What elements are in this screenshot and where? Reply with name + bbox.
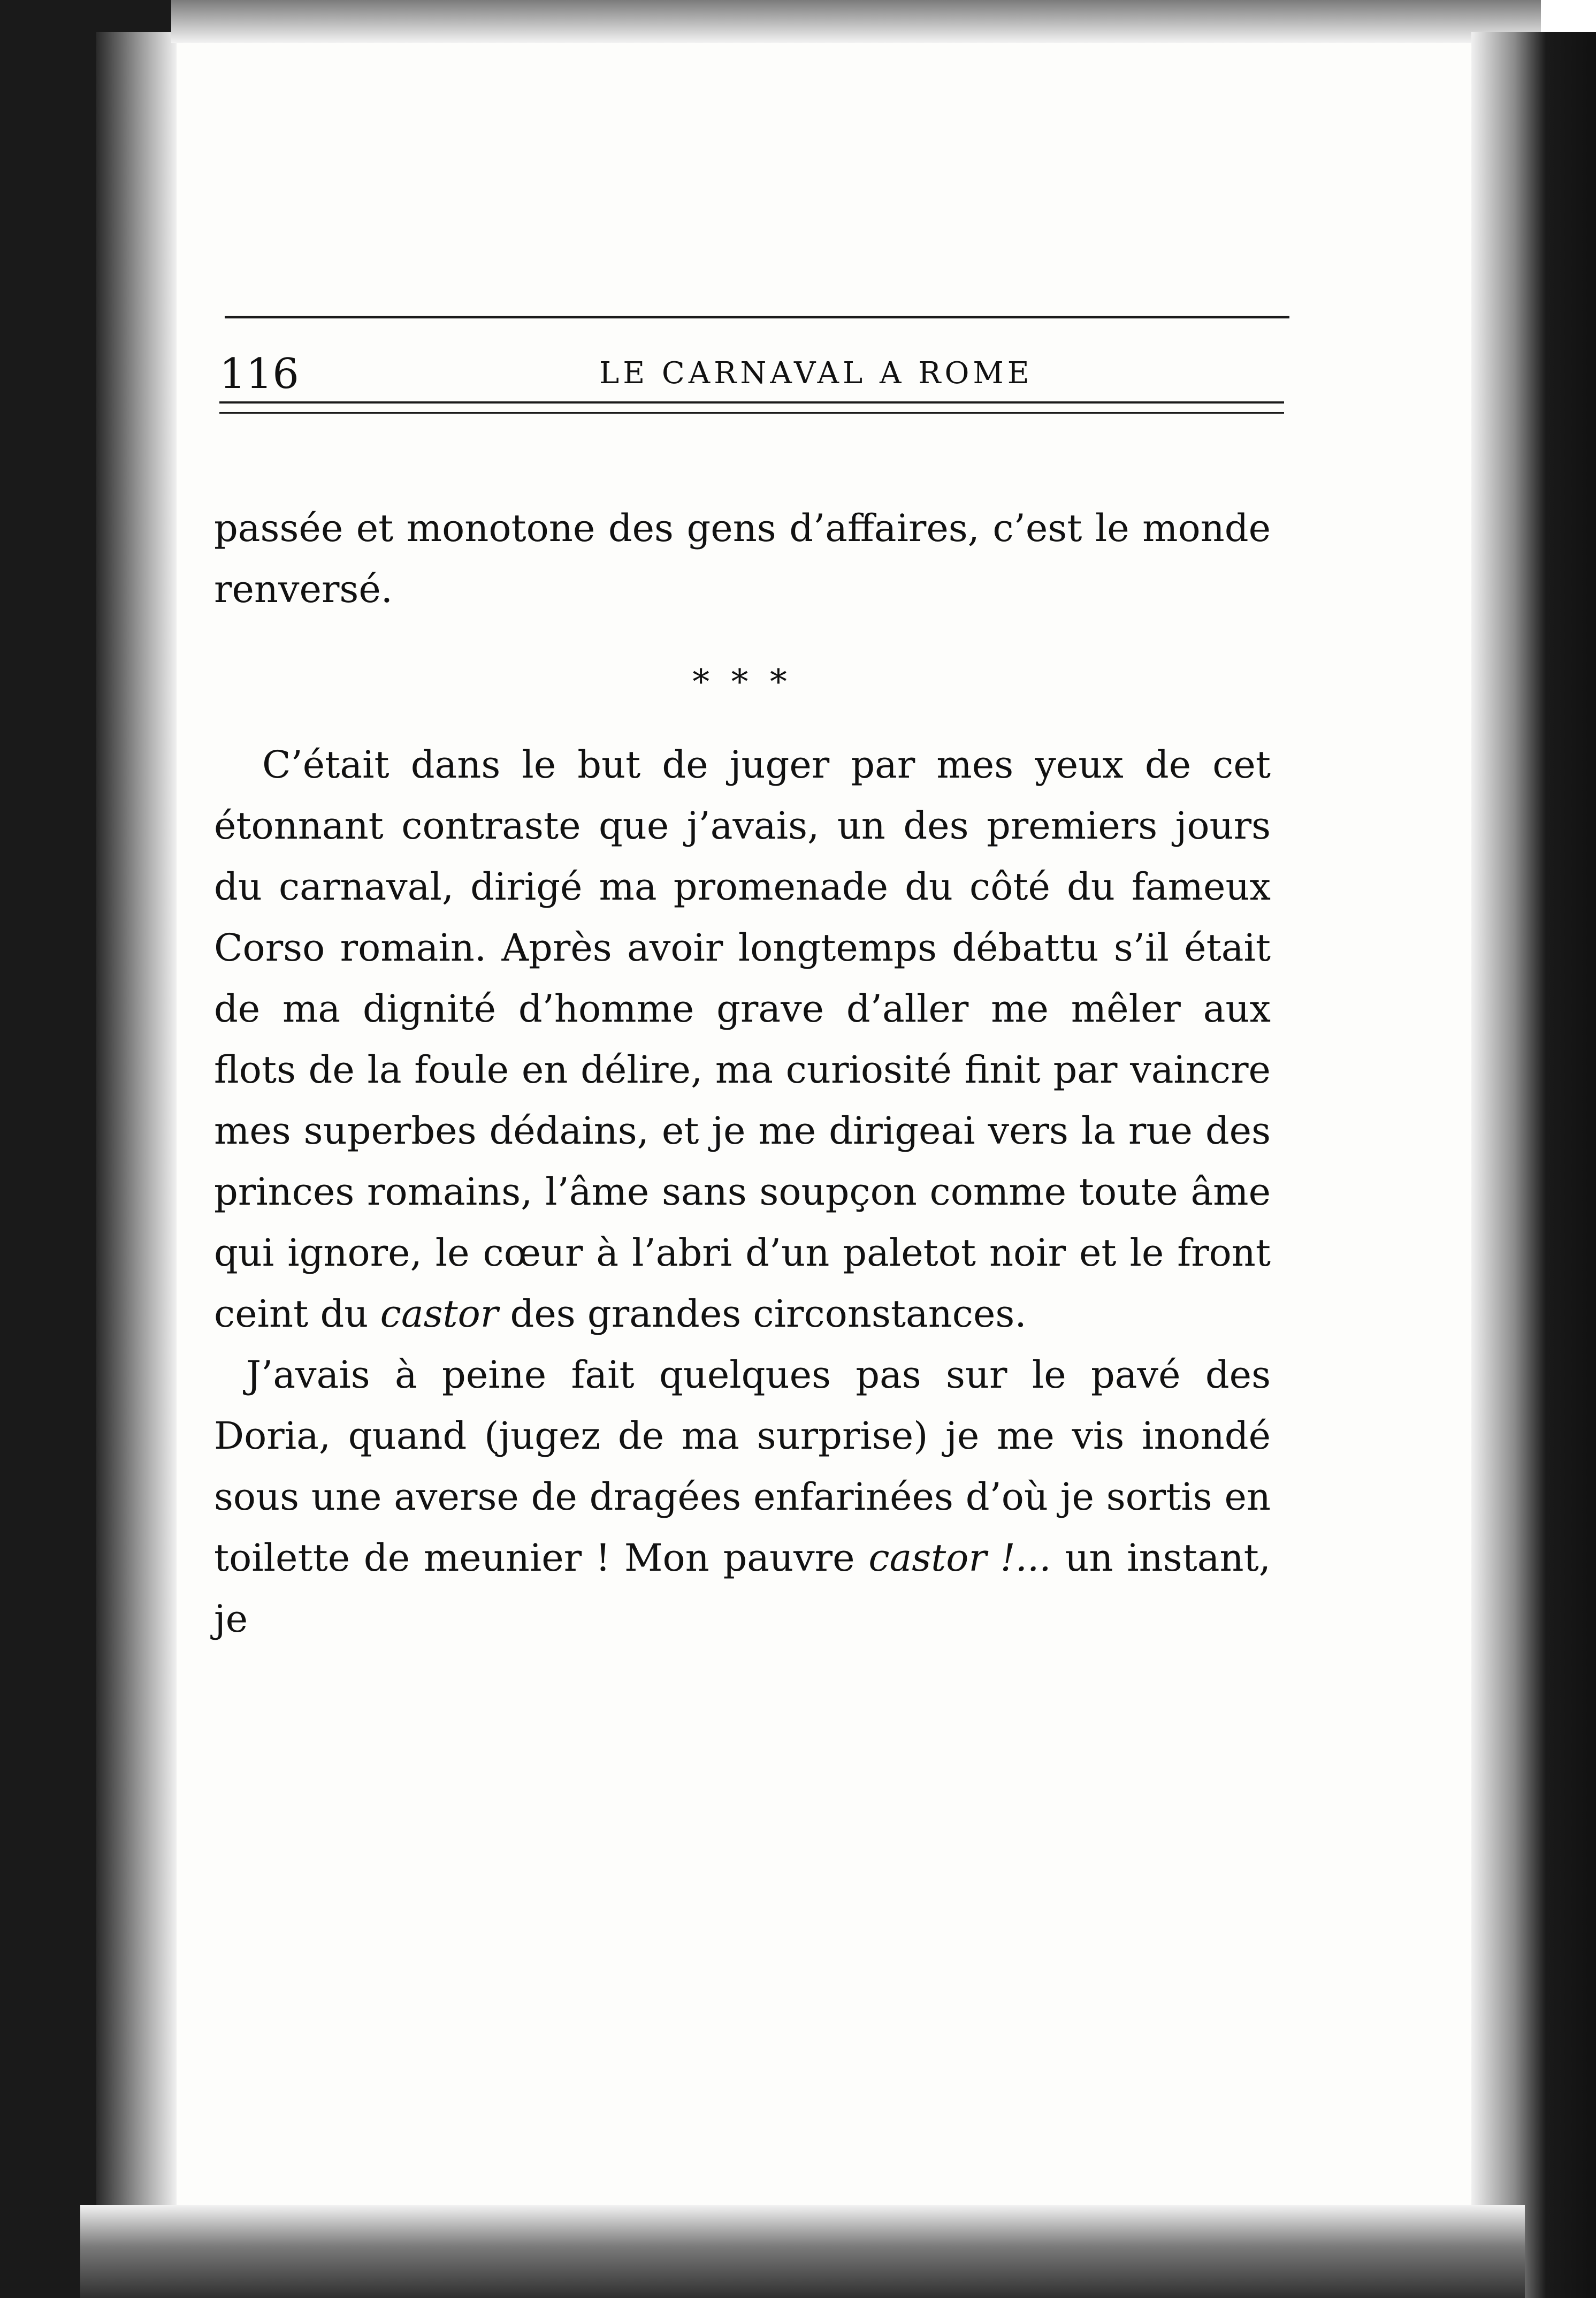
scan-border-right bbox=[1471, 32, 1596, 2298]
section-separator: * * * bbox=[692, 663, 792, 702]
paragraph bbox=[214, 1344, 1271, 1649]
paragraph bbox=[214, 734, 1271, 1344]
paragraph-text: C’était dans le but de juger par mes yeux de cet étonnant contraste que j’avais, un des premiers jours du carnaval, dirigé ma promenade du côté du fameux Corso romain. Après avoir longtemps débattu s’il était de ma dignité d’homme grave d’aller me mêler aux flots de la foule en délire, ma curiosité finit par vaincre mes superbes dédains, et je me dirigeai vers la rue des princes romains, l’âme sans soupçon comme toute âme qui ignore, le cœur à l’abri d’un paletot noir et le front ceint du bbox=[214, 743, 1271, 1336]
italic-word: castor !... bbox=[868, 1536, 1051, 1580]
page-number: 116 bbox=[219, 350, 299, 398]
running-title: LE CARNAVAL A ROME bbox=[599, 356, 1033, 391]
header-rule-bottom-thin bbox=[219, 412, 1284, 414]
italic-word: castor bbox=[380, 1292, 499, 1336]
scan-border-top bbox=[171, 0, 1541, 43]
page-header bbox=[214, 321, 1284, 401]
book-spine-shadow bbox=[96, 32, 177, 2269]
paragraph-text: un instant, je bbox=[214, 1536, 1271, 1641]
header-rule-bottom bbox=[219, 401, 1284, 404]
body-text bbox=[214, 498, 1271, 1649]
paragraph-text: des grandes circonstances. bbox=[510, 1292, 1027, 1336]
scan-border-bottom bbox=[80, 2205, 1525, 2298]
paragraph-text: J’avais à peine fait quelques pas sur le pavé des Doria, quand (jugez de ma surprise) je me vis inondé sous une averse de dragées enfarinées d’où je sortis en toilette de meunier ! Mon pauvre bbox=[214, 1353, 1271, 1580]
paragraph: passée et monotone des gens d’affaires, c’est le monde renversé. bbox=[214, 506, 1271, 611]
header-rule-top bbox=[225, 316, 1289, 318]
